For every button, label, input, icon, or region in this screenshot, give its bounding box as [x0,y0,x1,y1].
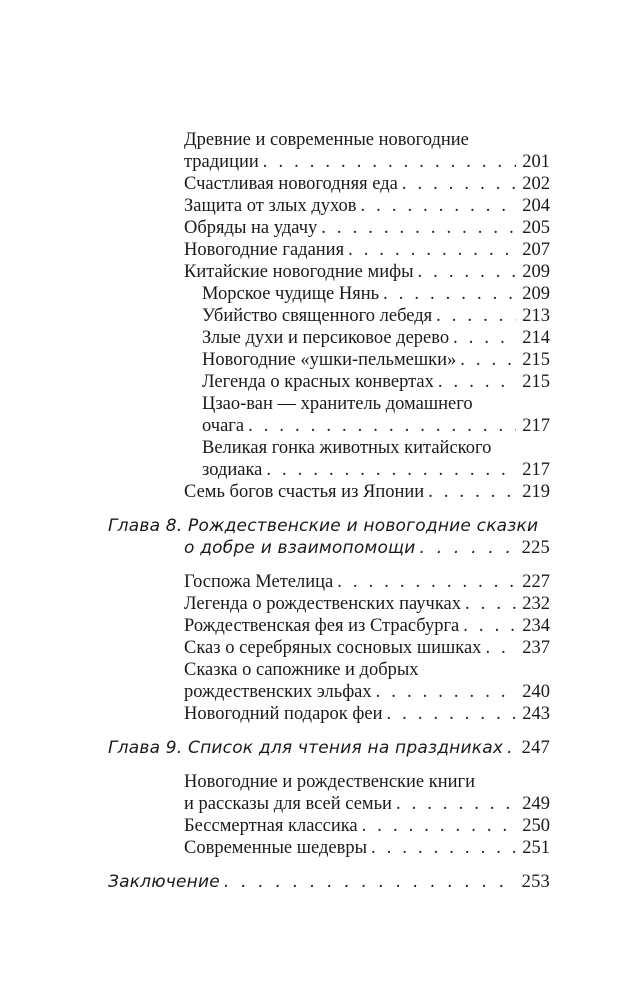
toc-entry-text: Новогодние «ушки-пельмешки» [202,350,457,370]
dot-leader [224,871,516,893]
toc-entry [184,637,550,659]
toc-entry [184,173,550,195]
toc-entry-text: Злые духи и персиковое дерево [202,328,450,348]
toc-page-number: 213 [522,306,550,326]
toc-page-number: 217 [522,416,550,436]
chapter-heading-entry [184,537,550,559]
toc-entry [184,703,550,725]
toc-page-number: 250 [522,816,550,836]
toc-entry [184,217,550,239]
toc-entry-text: Рождественская фея из Страсбурга [184,616,460,636]
toc-entry-text: Сказ о серебряных сосновых шишках [184,638,482,658]
toc-entry [184,261,550,283]
dot-leader [376,681,517,703]
toc-entry-text: Китайские новогодние мифы [184,262,414,282]
dot-leader [507,737,516,759]
chapter-title: Глава 9. Список для чтения на праздниках [108,738,504,758]
toc-entry-text: Великая гонка животных китайского [202,438,492,458]
dot-leader [337,571,516,593]
toc-page-number: 249 [522,794,550,814]
toc-entry-text: Морское чудище Нянь [202,284,380,304]
toc-page-number: 207 [522,240,550,260]
toc-subentry [202,459,550,481]
toc-page-number: 240 [522,682,550,702]
toc-page-number: 201 [522,152,550,172]
toc-entry-title [184,659,419,681]
toc-entry-text: Убийство священного лебедя [202,306,433,326]
dot-leader [465,593,516,615]
toc-page-number: 251 [522,838,550,858]
toc-entry-text: рождественских эльфах [184,682,372,702]
toc-page-number: 243 [522,704,550,724]
toc-subentry [202,283,550,305]
toc-entry [184,681,550,703]
toc-entry-text: Счастливая новогодняя еда [184,174,398,194]
toc-entry [184,151,550,173]
toc-page-number: 209 [522,262,550,282]
toc-entry-text: Семь богов счастья из Японии [184,482,425,502]
toc-entry-text: Древние и современные новогодние [184,130,469,150]
toc-entry-text: традиции [184,152,259,172]
toc-entry-title [184,771,475,793]
chapter-title: Заключение [108,872,220,892]
dot-leader [348,239,516,261]
dot-leader [485,637,516,659]
dot-leader [321,217,516,239]
toc-subentry-title [202,437,491,459]
toc-subentry [202,415,550,437]
toc-page-number: 232 [522,594,550,614]
toc-entry-text: Обряды на удачу [184,218,318,238]
toc-entry-text: и рассказы для всей семьи [184,794,392,814]
toc-page-number: 215 [522,372,550,392]
toc-page-number: 234 [522,616,550,636]
toc-entry-text: Новогодний подарок феи [184,704,383,724]
dot-leader [361,195,517,217]
dot-leader [402,173,516,195]
toc-page-number: 214 [522,328,550,348]
dot-leader [371,837,516,859]
dot-leader [436,305,516,327]
dot-leader [266,459,516,481]
dot-leader [383,283,516,305]
dot-leader [387,703,517,725]
toc-page-number: 227 [522,572,550,592]
toc-page-number: 205 [522,218,550,238]
dot-leader [362,815,517,837]
toc-entry-text: Цзао-ван — хранитель домашнего [202,394,473,414]
toc-page-number: 209 [522,284,550,304]
toc-page-number: 225 [521,538,550,558]
toc-entry-text: Защита от злых духов [184,196,357,216]
toc-entry [184,481,550,503]
dot-leader [420,537,516,559]
toc-entry-text: Госпожа Метелица [184,572,334,592]
conclusion-entry [108,871,550,893]
toc-entry-text: Легенда о рождественских паучках [184,594,462,614]
toc-entry-text: зодиака [202,460,263,480]
toc-entry-text: Новогодние гадания [184,240,345,260]
dot-leader [248,415,516,437]
toc-entry-text: Бессмертная классика [184,816,358,836]
dot-leader [438,371,516,393]
dot-leader [418,261,517,283]
toc-entry [184,195,550,217]
dot-leader [453,327,516,349]
dot-leader [428,481,516,503]
chapter-heading [108,515,538,537]
toc-entry-text: очага [202,416,245,436]
toc-subentry [202,371,550,393]
chapter-heading-entry [108,737,550,759]
toc-page-number: 253 [521,872,550,892]
toc-entry-text: Сказка о сапожнике и добрых [184,660,419,680]
toc-entry [184,239,550,261]
toc-entry [184,593,550,615]
toc-subentry [202,327,550,349]
toc-subentry [202,305,550,327]
toc-entry [184,615,550,637]
toc-page-number: 202 [522,174,550,194]
toc-page-number: 247 [521,738,550,758]
toc-entry [184,815,550,837]
toc-page-number: 219 [522,482,550,502]
toc-entry-text: Новогодние и рождественские книги [184,772,476,792]
toc-page-number: 215 [522,350,550,370]
toc-entry [184,793,550,815]
toc-entry [184,837,550,859]
toc-subentry-title [202,393,473,415]
chapter-title: о добре и взаимопомощи [184,538,416,558]
toc-subentry [202,349,550,371]
toc-entry-text: Современные шедевры [184,838,368,858]
dot-leader [263,151,516,173]
toc-entry-text: Легенда о красных конвертах [202,372,434,392]
dot-leader [460,349,516,371]
toc-entry-title [184,129,469,151]
toc-page-number: 217 [522,460,550,480]
chapter-title: Глава 8. Рождественские и новогодние сказки [108,516,539,536]
dot-leader [396,793,516,815]
toc-page-number: 204 [522,196,550,216]
dot-leader [463,615,516,637]
toc-page-number: 237 [522,638,550,658]
toc-entry [184,571,550,593]
